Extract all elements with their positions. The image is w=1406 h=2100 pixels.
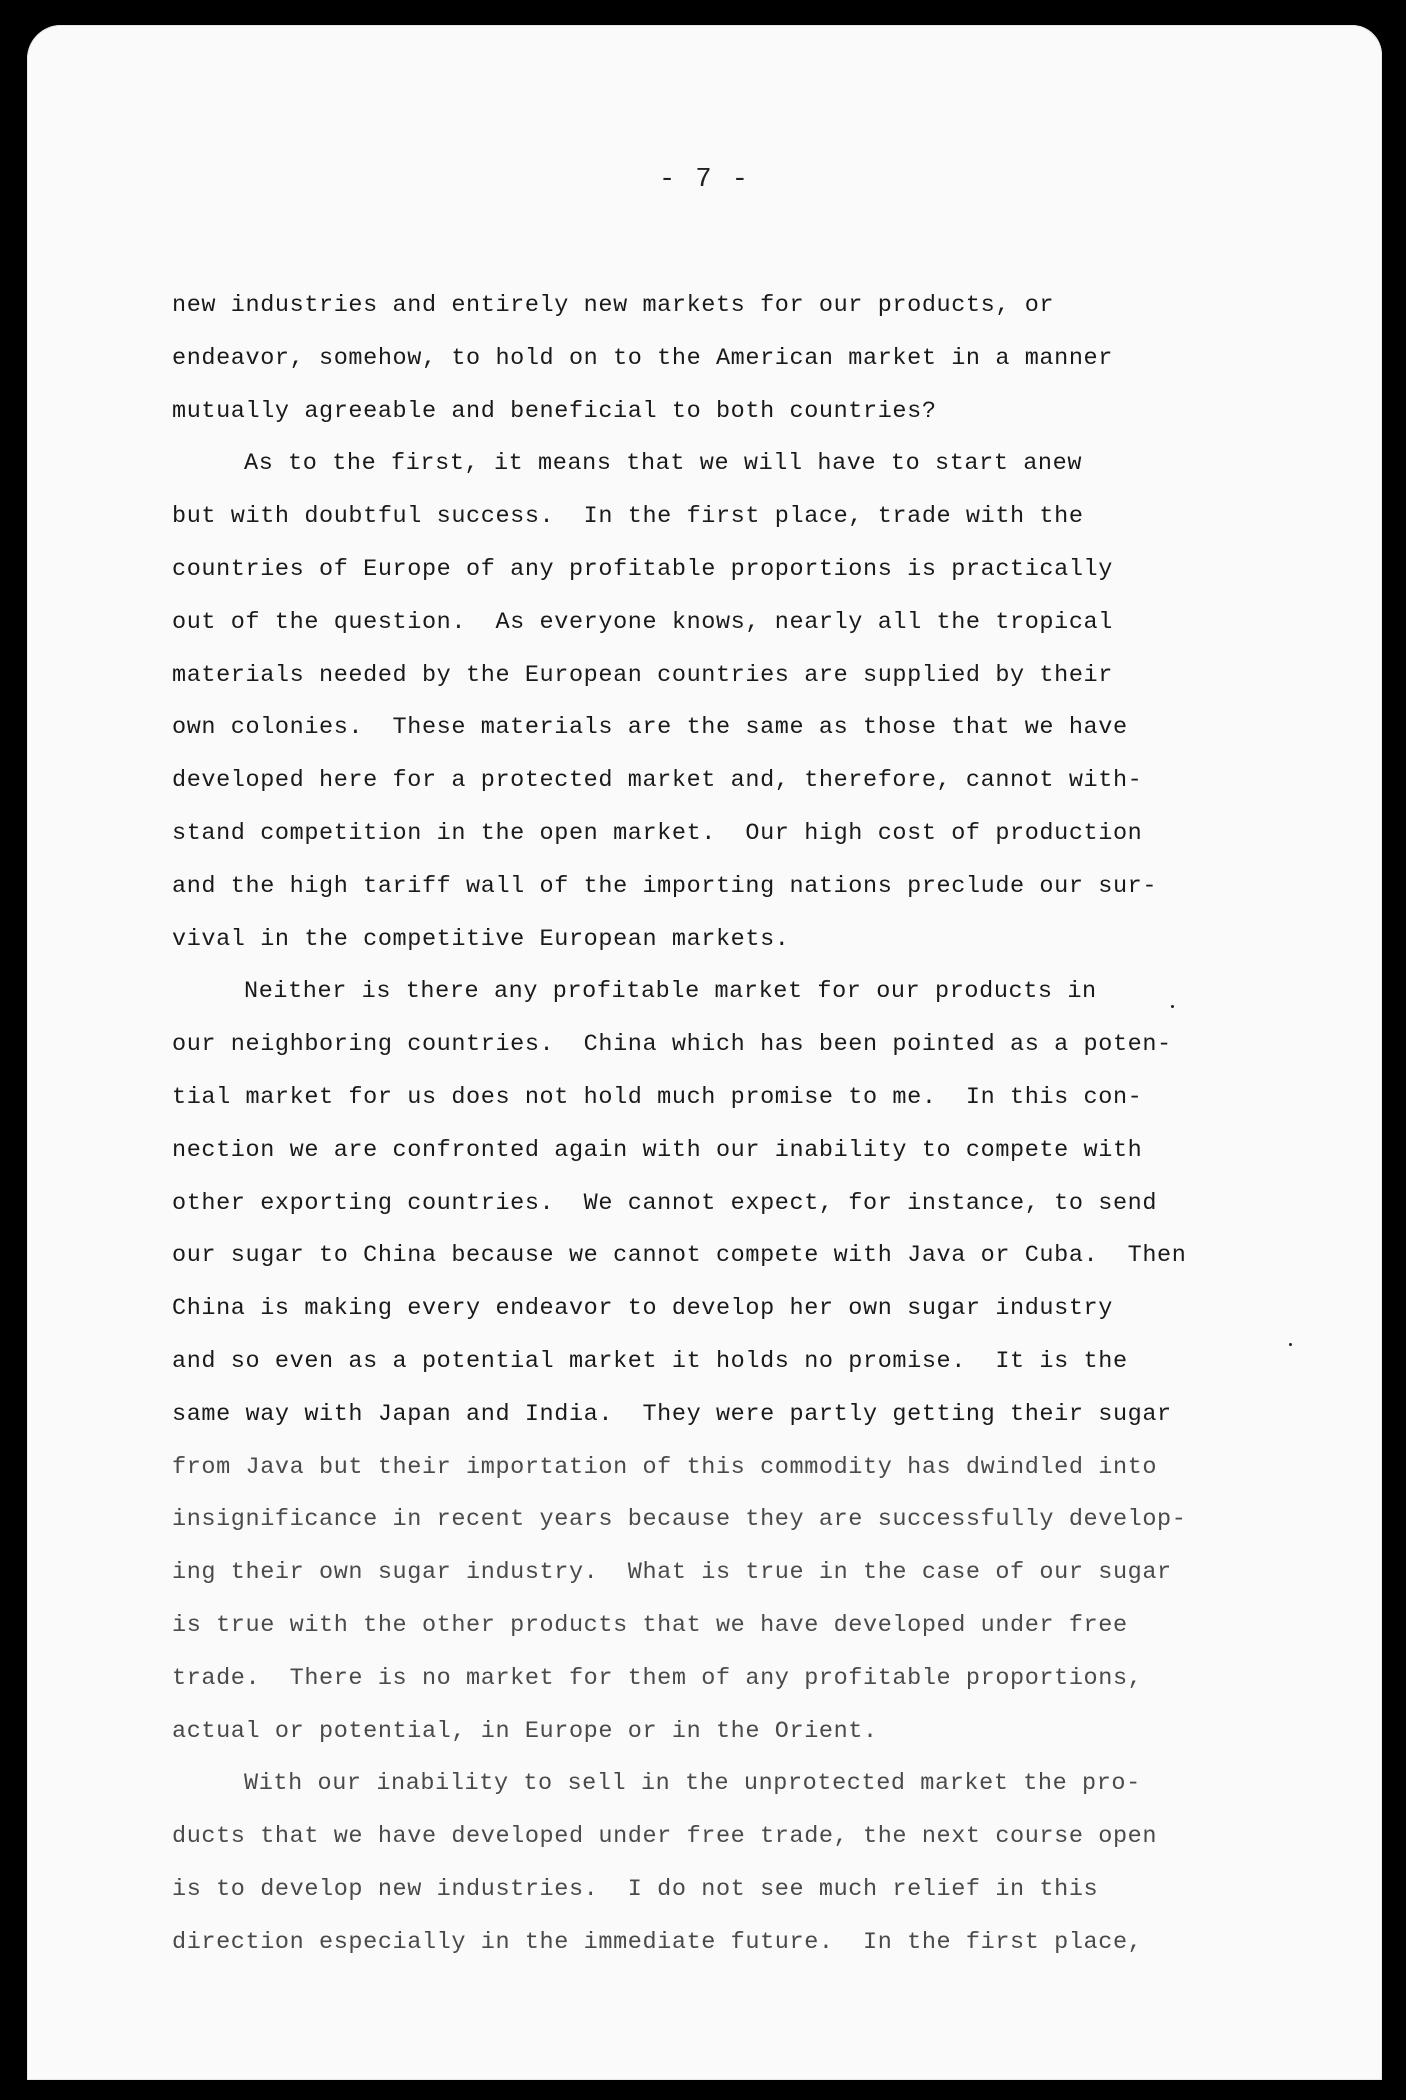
text-line: China is making every endeavor to develop her own sugar industry bbox=[172, 1295, 1113, 1323]
paper-speck bbox=[1171, 1005, 1174, 1008]
page-number: - 7 - bbox=[658, 165, 750, 195]
text-line: and so even as a potential market it holds no promise. It is the bbox=[172, 1347, 1128, 1375]
text-line: countries of Europe of any profitable proportions is practically bbox=[172, 555, 1113, 583]
text-line: ducts that we have developed under free trade, the next course open bbox=[172, 1823, 1158, 1851]
text-line: trade. There is no market for them of any profitable proportions, bbox=[172, 1664, 1143, 1692]
text-line: insignificance in recent years because they are successfully develop- bbox=[172, 1506, 1187, 1534]
text-line: our neighboring countries. China which has been pointed as a poten- bbox=[172, 1031, 1172, 1059]
paper-speck bbox=[1289, 1343, 1292, 1346]
document-page bbox=[27, 25, 1382, 2080]
text-line: nection we are confronted again with our inability to compete with bbox=[172, 1136, 1143, 1164]
text-line: out of the question. As everyone knows, nearly all the tropical bbox=[172, 608, 1113, 636]
text-line: endeavor, somehow, to hold on to the American market in a manner bbox=[172, 344, 1113, 372]
paragraph-start-line: Neither is there any profitable market for our products in bbox=[244, 978, 1097, 1006]
text-line: actual or potential, in Europe or in the Orient. bbox=[172, 1717, 878, 1745]
text-line: materials needed by the European countries are supplied by their bbox=[172, 661, 1113, 689]
text-line: is to develop new industries. I do not see much relief in this bbox=[172, 1875, 1099, 1903]
text-line: but with doubtful success. In the first place, trade with the bbox=[172, 503, 1084, 531]
text-line: and the high tariff wall of the importing nations preclude our sur- bbox=[172, 872, 1158, 900]
text-line: same way with Japan and India. They were partly getting their sugar bbox=[172, 1400, 1172, 1428]
text-line: mutually agreeable and beneficial to both countries? bbox=[172, 397, 937, 425]
paragraph-start-line: As to the first, it means that we will have to start anew bbox=[244, 450, 1083, 478]
text-line: own colonies. These materials are the same as those that we have bbox=[172, 714, 1128, 742]
paragraph-start-line: With our inability to sell in the unprotected market the pro- bbox=[244, 1770, 1141, 1798]
text-line: tial market for us does not hold much promise to me. In this con- bbox=[172, 1083, 1143, 1111]
text-line: is true with the other products that we have developed under free bbox=[172, 1611, 1128, 1639]
text-line: from Java but their importation of this commodity has dwindled into bbox=[172, 1453, 1158, 1481]
text-line: developed here for a protected market and, therefore, cannot with- bbox=[172, 767, 1143, 795]
body-text bbox=[172, 280, 1302, 1970]
text-line: ing their own sugar industry. What is true in the case of our sugar bbox=[172, 1559, 1172, 1587]
text-line: stand competition in the open market. Our high cost of production bbox=[172, 819, 1143, 847]
text-line: other exporting countries. We cannot expect, for instance, to send bbox=[172, 1189, 1158, 1217]
text-line: our sugar to China because we cannot compete with Java or Cuba. Then bbox=[172, 1242, 1187, 1270]
text-line: direction especially in the immediate future. In the first place, bbox=[172, 1928, 1143, 1956]
text-line: vival in the competitive European markets. bbox=[172, 925, 790, 953]
text-line: new industries and entirely new markets for our products, or bbox=[172, 292, 1055, 319]
